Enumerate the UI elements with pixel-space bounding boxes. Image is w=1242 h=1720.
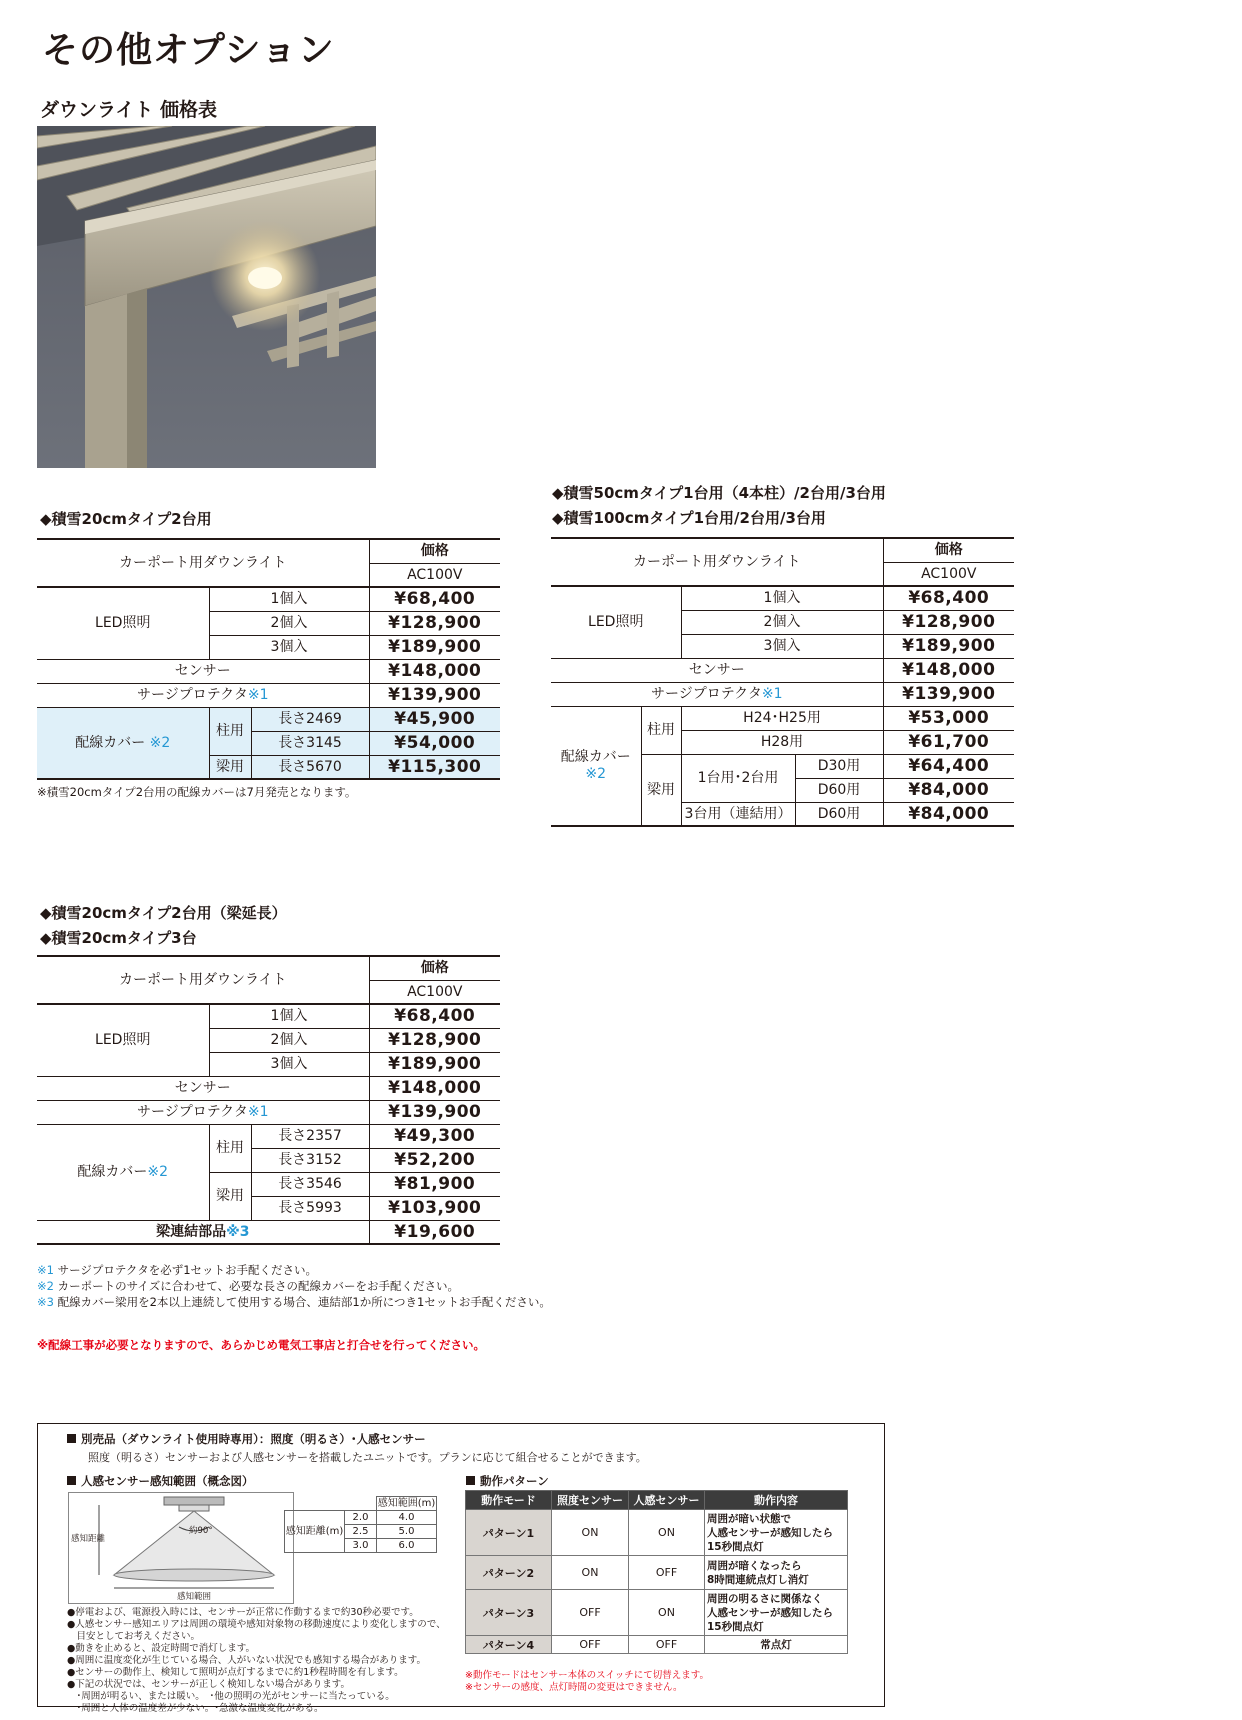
led-label: LED照明: [551, 586, 681, 658]
beam-row-price: ¥84,000: [883, 802, 1014, 826]
sensor-note: ●周囲に温度変化が生じている場合、人がいない状況でも感知する場合があります。: [67, 1655, 427, 1666]
beam-row-price: ¥81,900: [369, 1172, 500, 1196]
range-cell: 3.0: [345, 1539, 377, 1553]
voltage-header: AC100V: [883, 562, 1014, 586]
table2-heading-1: ◆積雪50cmタイプ1台用（4本柱）/2台用/3台用: [552, 484, 886, 502]
beam-group-label: 1台用･2台用: [681, 754, 795, 802]
wiring-warning: ※配線工事が必要となりますので、あらかじめ電気工事店と打合せを行ってください。: [37, 1338, 485, 1352]
wiring-row-price: ¥54,000: [369, 731, 500, 755]
joint-price: ¥19,600: [369, 1220, 500, 1244]
table1-heading: ◆積雪20cmタイプ2台用: [40, 510, 212, 528]
diagram-height-label: 感知距離: [71, 1534, 106, 1544]
beam-label: 梁用: [209, 1172, 251, 1220]
led-row-label: 2個入: [209, 1028, 369, 1052]
pattern-col-header: 人感センサー: [629, 1491, 705, 1510]
pattern-note: ※動作モードはセンサー本体のスイッチにて切替えます。: [465, 1670, 709, 1681]
page-title: その他オプション: [42, 30, 335, 71]
range-cell: 5.0: [377, 1525, 437, 1539]
table1-note: ※積雪20cmタイプ2台用の配線カバーは7月発売となります。: [37, 785, 357, 799]
pillar-label: 柱用: [209, 1124, 251, 1172]
sensor-label: センサー: [551, 658, 883, 682]
led-row-price: ¥68,400: [369, 1004, 500, 1028]
sensor-note: 目安としてお考えください。: [67, 1631, 201, 1642]
pattern-desc: 周囲が暗い状態で 人感センサーが感知したら 15秒間点灯: [705, 1510, 848, 1556]
voltage-header: AC100V: [369, 980, 500, 1004]
led-label: LED照明: [37, 587, 209, 659]
sensor-price: ¥148,000: [883, 658, 1014, 682]
surge-price: ¥139,900: [369, 683, 500, 707]
led-row-price: ¥128,900: [883, 610, 1014, 634]
range-cell: 2.0: [345, 1511, 377, 1525]
surge-price: ¥139,900: [369, 1100, 500, 1124]
pattern-name: パターン2: [466, 1556, 552, 1590]
wiring-label: 配線カバー ※2: [37, 707, 209, 779]
pillar-row-price: ¥53,000: [883, 706, 1014, 730]
pattern-human: OFF: [629, 1556, 705, 1590]
pattern-name: パターン1: [466, 1510, 552, 1556]
table3-heading-2: ◆積雪20cmタイプ3台: [40, 929, 197, 947]
range-heading: 人感センサー感知範囲（概念図）: [67, 1473, 254, 1489]
led-row-price: ¥68,400: [883, 586, 1014, 610]
beam-row-label: 長さ5993: [251, 1196, 369, 1220]
voltage-header: AC100V: [369, 563, 500, 587]
range-cell: 2.5: [345, 1525, 377, 1539]
beam-row-price: ¥84,000: [883, 778, 1014, 802]
led-row-price: ¥189,900: [883, 634, 1014, 658]
sensor-info-box: [37, 1423, 885, 1714]
pillar-row-label: 長さ3152: [251, 1148, 369, 1172]
led-label: LED照明: [37, 1004, 209, 1076]
sensor-note: ●人感センサー感知エリアは周囲の環境や感知対象物の移動速度により変化しますので、: [67, 1619, 446, 1630]
price-header: 価格: [369, 956, 500, 980]
range-cell: 4.0: [377, 1511, 437, 1525]
pillar-row-price: ¥52,200: [369, 1148, 500, 1172]
led-row-label: 3個入: [209, 1052, 369, 1076]
price-header: 価格: [883, 538, 1014, 562]
led-row-label: 3個入: [681, 634, 883, 658]
sensor-note: ●下記の状況では、センサーが正しく検知しない場合があります。: [67, 1679, 351, 1690]
pattern-note: ※センサーの感度、点灯時間の変更はできません。: [465, 1682, 683, 1693]
table2-heading-2: ◆積雪100cmタイプ1台用/2台用/3台用: [552, 509, 826, 527]
sensor-price: ¥148,000: [369, 1076, 500, 1100]
led-row-label: 1個入: [209, 587, 369, 611]
surge-label: サージプロテクタ※1: [37, 1100, 369, 1124]
pattern-col-header: 照度センサー: [552, 1491, 629, 1510]
range-header: 感知範囲(m): [377, 1497, 436, 1509]
led-row-price: ¥128,900: [369, 611, 500, 635]
led-row-price: ¥68,400: [369, 587, 500, 611]
pillar-row-price: ¥61,700: [883, 730, 1014, 754]
price-table-1: [37, 538, 500, 780]
table3-heading-1: ◆積雪20cmタイプ2台用（梁延長）: [40, 904, 287, 922]
table-header-label: カーポート用ダウンライト: [37, 956, 369, 1004]
sensor-heading: 別売品（ダウンライト使用時専用）：照度（明るさ）･人感センサー: [67, 1431, 426, 1447]
range-table: [284, 1496, 437, 1553]
price-header: 価格: [369, 539, 500, 563]
beam-row-label: D60用: [795, 778, 883, 802]
pillar-row-label: H24･H25用: [681, 706, 883, 730]
wiring-row-label: 長さ3145: [251, 731, 369, 755]
beam-label: 梁用: [209, 755, 251, 779]
pattern-desc: 周囲が暗くなったら 8時間連続点灯し消灯: [705, 1556, 848, 1590]
diagram-range-label: 感知範囲: [177, 1592, 212, 1602]
wiring-label: 配線カバー ※2: [551, 706, 641, 826]
footnote-2: ※2 カーポートのサイズに合わせて、必要な長さの配線カバーをお手配ください。: [37, 1279, 459, 1293]
square-bullet-icon: [67, 1434, 76, 1443]
pillar-row-label: 長さ2357: [251, 1124, 369, 1148]
pattern-name: パターン4: [466, 1636, 552, 1654]
sensor-desc: 照度（明るさ）センサーおよび人感センサーを搭載したユニットです。プランに応じて組合せることができます。: [88, 1451, 647, 1464]
beam-label: 梁用: [641, 754, 681, 826]
pattern-human: ON: [629, 1510, 705, 1556]
led-row-label: 1個入: [209, 1004, 369, 1028]
pillar-label: 柱用: [641, 706, 681, 754]
section-title: ダウンライト 価格表: [40, 99, 218, 121]
pattern-human: OFF: [629, 1636, 705, 1654]
sensor-note: ●動きを止めると、設定時間で消灯します。: [67, 1643, 256, 1654]
distance-label: 感知距離(m): [285, 1511, 345, 1553]
price-table-3: [37, 955, 500, 1245]
pillar-row-price: ¥49,300: [369, 1124, 500, 1148]
pattern-light: ON: [552, 1510, 629, 1556]
surge-price: ¥139,900: [883, 682, 1014, 706]
sensor-range-diagram: [68, 1492, 294, 1604]
square-bullet-icon: [466, 1476, 475, 1485]
diagram-angle-label: 約90°: [189, 1526, 213, 1536]
sensor-notes: [67, 1607, 446, 1715]
sensor-note: ･周囲が明るい、または暖い。 ･他の照明の光がセンサーに当たっている。: [67, 1691, 395, 1702]
footnote-3: ※3 配線カバー梁用を2本以上連続して使用する場合、連結部1か所につき1セットお手配ください。: [37, 1295, 551, 1309]
wiring-row-price: ¥115,300: [369, 755, 500, 779]
beam-row-label: D30用: [795, 754, 883, 778]
pattern-human: ON: [629, 1590, 705, 1636]
pattern-col-header: 動作内容: [705, 1491, 848, 1510]
sensor-label: センサー: [37, 1076, 369, 1100]
joint-label: 梁連結部品※3: [37, 1220, 369, 1244]
downlight-photo: [37, 126, 376, 468]
sensor-note: ●停電および、電源投入時には、センサーが正常に作動するまで約30秒必要です。: [67, 1607, 419, 1618]
pillar-label: 柱用: [209, 707, 251, 755]
pattern-desc: 常点灯: [705, 1636, 848, 1654]
pillar-row-label: H28用: [681, 730, 883, 754]
surge-label: サージプロテクタ※1: [37, 683, 369, 707]
range-cell: 6.0: [377, 1539, 437, 1553]
beam-row-label: D60用: [795, 802, 883, 826]
pattern-col-header: 動作モード: [466, 1491, 552, 1510]
pattern-table: [465, 1490, 848, 1654]
led-row-label: 3個入: [209, 635, 369, 659]
pattern-heading: 動作パターン: [466, 1473, 549, 1489]
footnote-1: ※1 サージプロテクタを必ず1セットお手配ください。: [37, 1263, 318, 1277]
led-row-price: ¥128,900: [369, 1028, 500, 1052]
table-header-label: カーポート用ダウンライト: [37, 539, 369, 587]
price-table-2: [551, 537, 1014, 827]
pattern-name: パターン3: [466, 1590, 552, 1636]
pattern-light: ON: [552, 1556, 629, 1590]
led-row-label: 2個入: [681, 610, 883, 634]
beam-row-price: ¥64,400: [883, 754, 1014, 778]
sensor-price: ¥148,000: [369, 659, 500, 683]
sensor-note: ･周囲と人体の温度差が少ない。･急激な温度変化がある。: [67, 1703, 324, 1714]
pattern-desc: 周囲の明るさに関係なく 人感センサーが感知したら 15秒間点灯: [705, 1590, 848, 1636]
sensor-label: センサー: [37, 659, 369, 683]
beam-group-label: 3台用（連結用）: [681, 802, 795, 826]
surge-label: サージプロテクタ※1: [551, 682, 883, 706]
beam-row-label: 長さ3546: [251, 1172, 369, 1196]
square-bullet-icon: [67, 1476, 76, 1485]
led-row-label: 2個入: [209, 611, 369, 635]
wiring-label: 配線カバー※2: [37, 1124, 209, 1220]
led-row-price: ¥189,900: [369, 1052, 500, 1076]
pattern-light: OFF: [552, 1636, 629, 1654]
table-header-label: カーポート用ダウンライト: [551, 538, 883, 586]
beam-row-price: ¥103,900: [369, 1196, 500, 1220]
sensor-note: ●センサーの動作上、検知して照明が点灯するまでに約1秒程時間を有します。: [67, 1667, 404, 1678]
led-row-price: ¥189,900: [369, 635, 500, 659]
wiring-row-price: ¥45,900: [369, 707, 500, 731]
wiring-row-label: 長さ5670: [251, 755, 369, 779]
wiring-row-label: 長さ2469: [251, 707, 369, 731]
led-row-label: 1個入: [681, 586, 883, 610]
pattern-light: OFF: [552, 1590, 629, 1636]
